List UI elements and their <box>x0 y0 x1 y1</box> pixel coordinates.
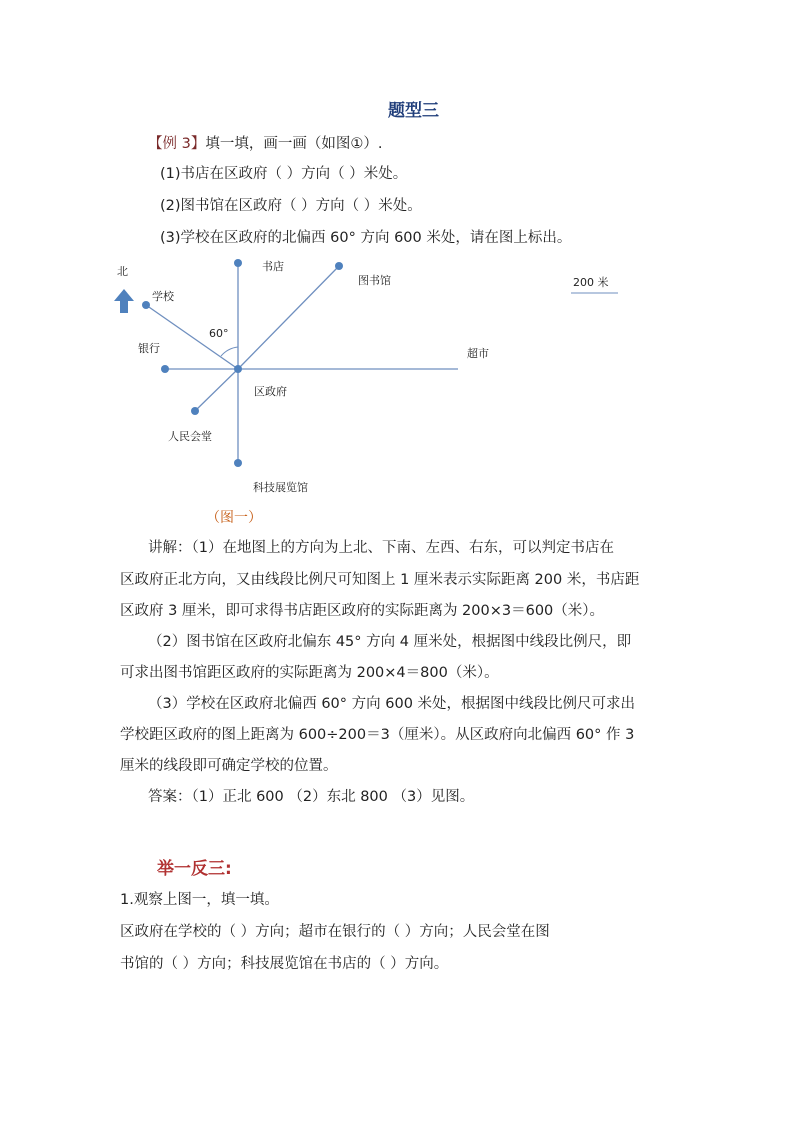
peoples-hall-label: 人民会堂 <box>168 430 212 443</box>
angle-arc <box>221 347 238 356</box>
angle-label: 60° <box>209 327 229 340</box>
library-label: 图书馆 <box>358 274 391 287</box>
peoples-hall-point <box>191 407 199 415</box>
explanation-p2-line2: 可求出图书馆距区政府的实际距离为 200×4＝800（米）。 <box>120 665 499 681</box>
science-museum-point <box>234 459 242 467</box>
direction-map <box>0 0 794 520</box>
explanation-p3-line1: （3）学校在区政府北偏西 60° 方向 600 米处，根据图中线段比例尺可求出 <box>148 696 636 712</box>
explanation-p1-line3: 区政府 3 厘米，即可求得书店距区政府的实际距离为 200×3＝600（米）。 <box>120 603 605 619</box>
bank-point <box>161 365 169 373</box>
practice-title: 举一反三: <box>157 859 232 879</box>
example-label: 【例 3】 <box>148 136 206 152</box>
supermarket-label: 超市 <box>467 347 489 360</box>
example-question-2: (2)图书馆在区政府（ ）方向（ ）米处。 <box>160 198 422 214</box>
bank-label: 银行 <box>138 342 160 355</box>
scale-label: 200 米 <box>573 276 609 289</box>
example-question-3: (3)学校在区政府的北偏西 60° 方向 600 米处，请在图上标出。 <box>160 230 572 246</box>
peoples-hall-line <box>195 369 238 411</box>
practice-question-1-line2: 书馆的（ ）方向；科技展览馆在书店的（ ）方向。 <box>120 956 449 972</box>
example-intro: 填一填，画一画（如图①）. <box>205 136 383 152</box>
page-title: 题型三 <box>388 101 439 121</box>
school-label: 学校 <box>152 290 174 303</box>
practice-question-1: 1.观察上图一，填一填。 <box>120 892 279 908</box>
explanation-p2-line1: （2）图书馆在区政府北偏东 45° 方向 4 厘米处，根据图中线段比例尺，即 <box>148 634 632 650</box>
answer-line: 答案：（1）正北 600 （2）东北 800 （3）见图。 <box>148 789 475 805</box>
library-point <box>335 262 343 270</box>
school-point <box>142 301 150 309</box>
bookstore-label: 书店 <box>262 260 284 273</box>
north-arrow-icon <box>114 289 134 313</box>
science-museum-label: 科技展览馆 <box>253 481 308 494</box>
explanation-p1-line1: 讲解：（1）在地图上的方向为上北、下南、左西、右东，可以判定书店在 <box>148 540 614 556</box>
example-question-1: (1)书店在区政府（ ）方向（ ）米处。 <box>160 166 408 182</box>
district-gov-label: 区政府 <box>254 385 287 398</box>
figure-caption: （图一） <box>206 510 262 526</box>
explanation-p1-line2: 区政府正北方向，又由线段比例尺可知图上 1 厘米表示实际距离 200 米，书店距 <box>120 572 640 588</box>
bookstore-point <box>234 259 242 267</box>
explanation-p3-line3: 厘米的线段即可确定学校的位置。 <box>120 758 338 774</box>
library-line <box>238 266 339 369</box>
explanation-p3-line2: 学校距区政府的图上距离为 600÷200＝3（厘米）。从区政府向北偏西 60° 作 3 <box>120 727 635 743</box>
practice-question-1-line1: 区政府在学校的（ ）方向；超市在银行的（ ）方向；人民会堂在图 <box>120 924 550 940</box>
district-gov-point <box>234 365 242 373</box>
north-label: 北 <box>117 265 128 278</box>
